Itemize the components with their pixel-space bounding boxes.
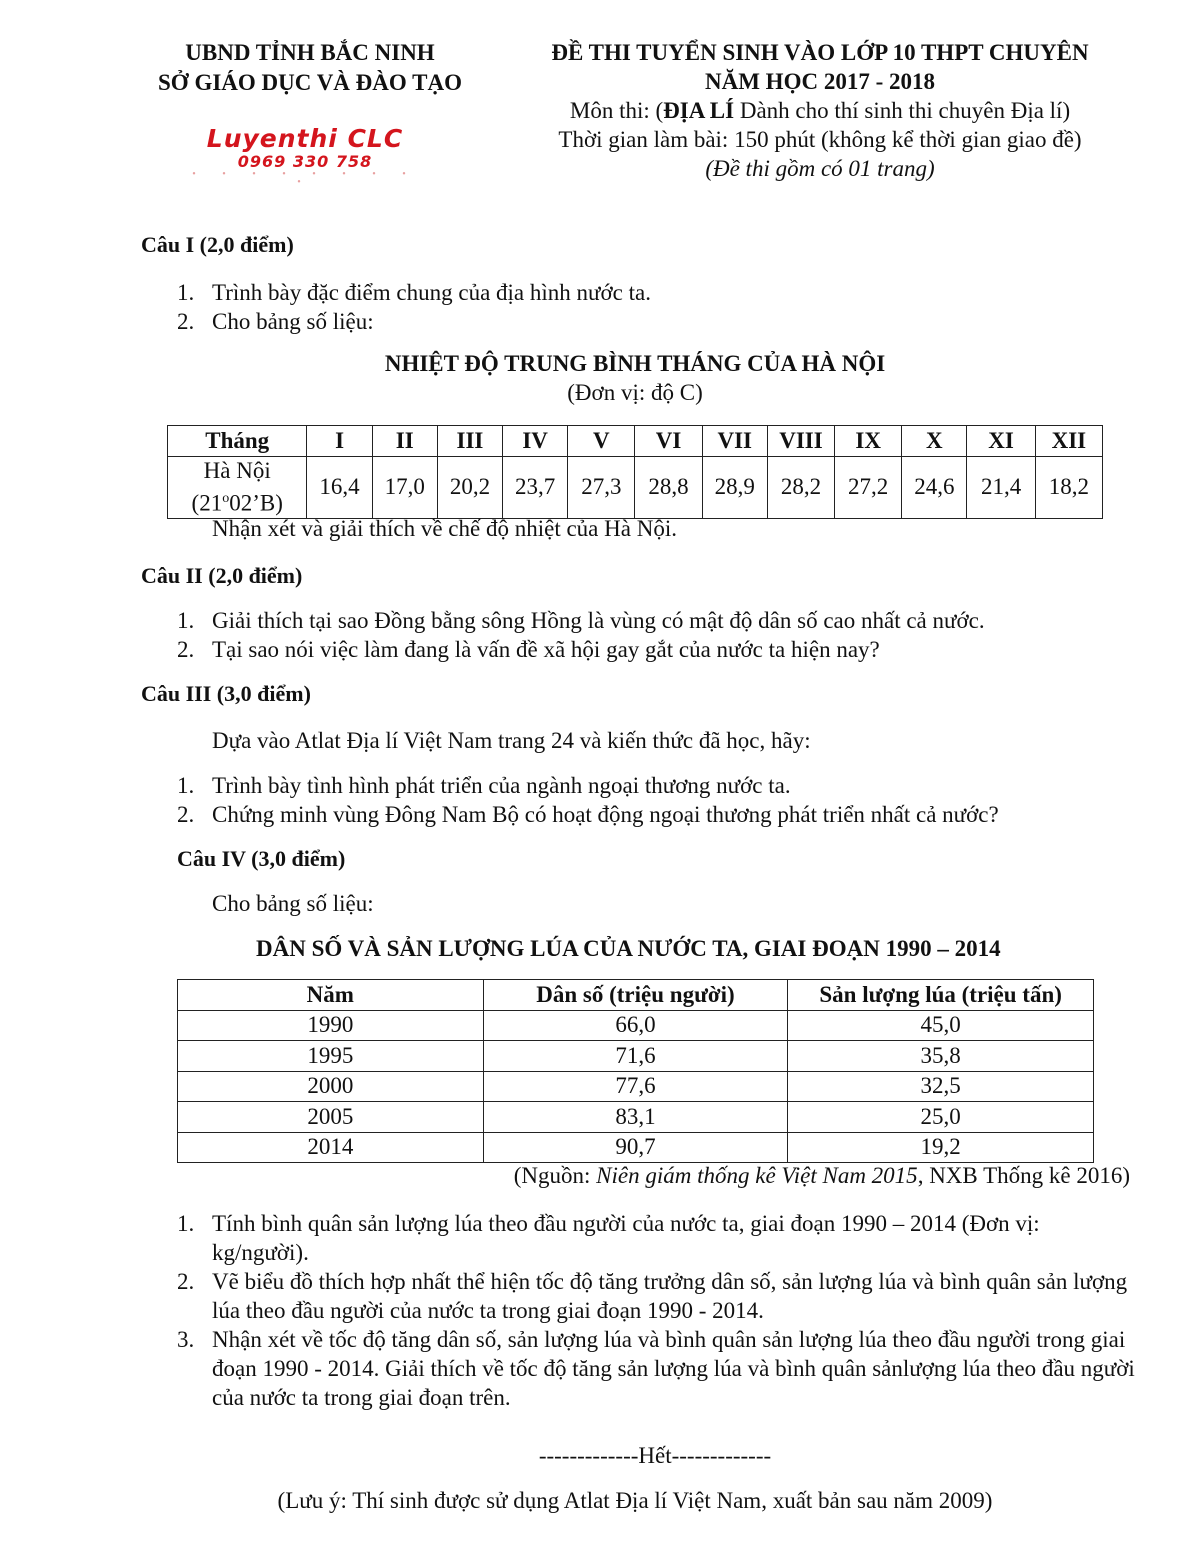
month-cell: XI <box>967 426 1035 457</box>
question-1-task: Nhận xét và giải thích về chế độ nhiệt của Hà Nội. <box>212 516 677 541</box>
value-cell: 28,9 <box>702 457 767 519</box>
table-row <box>178 1102 1094 1133</box>
question-4-item-2 <box>177 1267 1137 1325</box>
table-header-row <box>168 426 1103 457</box>
issuer-line-2: SỞ GIÁO DỤC VÀ ĐÀO TẠO <box>158 70 462 95</box>
item-text: Nhận xét về tốc độ tăng dân số, sản lượng lúa và bình quân sản lượng lúa theo đầu người trong giai đoạn 1990 - 2014. Giải thích về tốc độ tăng sản lượng lúa và bình quân sảnlượng lúa theo đầu người của nước ta trong giai đoạn trên. <box>212 1327 1135 1410</box>
population-cell: 90,7 <box>483 1132 788 1163</box>
item-number: 1. <box>177 773 195 798</box>
month-cell: XII <box>1035 426 1102 457</box>
item-number: 1. <box>177 280 195 305</box>
month-cell: II <box>372 426 437 457</box>
question-4-intro: Cho bảng số liệu: <box>212 891 374 916</box>
item-text: Tại sao nói việc làm đang là vấn đề xã hội gay gắt của nước ta hiện nay? <box>212 637 880 662</box>
rice-cell: 35,8 <box>788 1041 1094 1072</box>
item-number: 2. <box>177 802 195 827</box>
item-number: 2. <box>177 637 195 662</box>
year-cell: 2014 <box>178 1132 484 1163</box>
subject-name: ĐỊA LÍ <box>663 98 735 123</box>
item-number: 2. <box>177 1269 195 1294</box>
year-cell: 2000 <box>178 1071 484 1102</box>
question-3-intro: Dựa vào Atlat Địa lí Việt Nam trang 24 và kiến thức đã học, hãy: <box>212 728 811 753</box>
value-cell: 27,3 <box>568 457 635 519</box>
item-text: Chứng minh vùng Đông Nam Bộ có hoạt động ngoại thương phát triển nhất cả nước? <box>212 802 999 827</box>
header-cell-population: Dân số (triệu người) <box>483 980 788 1011</box>
population-cell: 77,6 <box>483 1071 788 1102</box>
value-cell: 24,6 <box>902 457 967 519</box>
question-4-heading: Câu IV (3,0 điểm) <box>177 846 346 871</box>
item-number: 2. <box>177 309 195 334</box>
exam-title-line-2: NĂM HỌC 2017 - 2018 <box>705 69 935 94</box>
table-row <box>168 457 1103 519</box>
issuer-line-1: UBND TỈNH BẮC NINH <box>185 40 435 65</box>
item-text: Trình bày tình hình phát triển của ngành ngoại thương nước ta. <box>212 773 791 798</box>
year-cell: 1990 <box>178 1010 484 1041</box>
item-text: Cho bảng số liệu: <box>212 309 374 334</box>
month-cell: VIII <box>767 426 834 457</box>
item-number: 1. <box>177 608 195 633</box>
item-text: Giải thích tại sao Đồng bằng sông Hồng là vùng có mật độ dân số cao nhất cả nước. <box>212 608 985 633</box>
question-3-heading: Câu III (3,0 điểm) <box>141 681 311 706</box>
location-latitude: (21$^o$02’B) <box>191 490 283 516</box>
month-cell: IV <box>503 426 568 457</box>
item-number: 1. <box>177 1211 195 1236</box>
exam-pages: (Đề thi gồm có 01 trang) <box>705 156 935 181</box>
logo-name: Luyenthi CLC <box>206 124 404 153</box>
issuer-block <box>120 38 500 98</box>
value-cell: 18,2 <box>1035 457 1102 519</box>
month-cell: X <box>902 426 967 457</box>
location-cell <box>168 457 307 519</box>
item-text: Tính bình quân sản lượng lúa theo đầu người của nước ta, giai đoạn 1990 – 2014 (Đơn vị: kg/người). <box>212 1211 1040 1265</box>
value-cell: 28,8 <box>635 457 702 519</box>
subject-suffix: Dành cho thí sinh thi chuyên Địa lí) <box>734 98 1071 123</box>
value-cell: 17,0 <box>372 457 437 519</box>
rice-cell: 45,0 <box>788 1010 1094 1041</box>
year-cell: 1995 <box>178 1041 484 1072</box>
item-text: Trình bày đặc điểm chung của địa hình nước ta. <box>212 280 651 305</box>
value-cell: 21,4 <box>967 457 1035 519</box>
exam-title-line-1: ĐỀ THI TUYỂN SINH VÀO LỚP 10 THPT CHUYÊN <box>551 40 1089 65</box>
population-cell: 71,6 <box>483 1041 788 1072</box>
exam-subject <box>505 96 1135 125</box>
logo-dots-decoration: • • • • • • • • • <box>192 169 418 188</box>
header-cell-year: Năm <box>178 980 484 1011</box>
subject-prefix: Môn thi: ( <box>569 98 664 123</box>
table-row <box>178 1071 1094 1102</box>
question-1-heading: Câu I (2,0 điểm) <box>141 232 294 257</box>
month-cell: VII <box>702 426 767 457</box>
question-4-item-3 <box>177 1325 1137 1412</box>
population-cell: 66,0 <box>483 1010 788 1041</box>
value-cell: 16,4 <box>307 457 372 519</box>
population-rice-table <box>177 979 1094 1163</box>
month-cell: I <box>307 426 372 457</box>
month-cell: V <box>568 426 635 457</box>
exam-time: Thời gian làm bài: 150 phút (không kể thời gian giao đề) <box>558 127 1082 152</box>
item-number: 3. <box>177 1327 195 1352</box>
end-marker: -------------Hết------------- <box>538 1443 772 1468</box>
table-2-title: DÂN SỐ VÀ SẢN LƯỢNG LÚA CỦA NƯỚC TA, GIAI ĐOẠN 1990 – 2014 <box>256 936 1001 961</box>
header-cell-rice: Sản lượng lúa (triệu tấn) <box>788 980 1094 1011</box>
item-text: Vẽ biểu đồ thích hợp nhất thể hiện tốc độ tăng trưởng dân số, sản lượng lúa và bình quân sản lượng lúa theo đầu người của nước ta trong giai đoạn 1990 - 2014. <box>212 1269 1128 1323</box>
question-4-item-1 <box>177 1209 1137 1267</box>
rice-cell: 32,5 <box>788 1071 1094 1102</box>
temperature-table <box>167 425 1103 519</box>
footer-note: (Lưu ý: Thí sinh được sử dụng Atlat Địa lí Việt Nam, xuất bản sau năm 2009) <box>277 1488 993 1513</box>
logo-phone: 0969 330 758 <box>237 152 373 171</box>
table-row <box>178 1132 1094 1163</box>
month-cell: III <box>437 426 502 457</box>
question-2-heading: Câu II (2,0 điểm) <box>141 563 303 588</box>
table-row <box>178 1041 1094 1072</box>
table-2-source: (Nguồn: Niên giám thống kê Việt Nam 2015, NXB Thống kê 2016) <box>513 1163 1130 1188</box>
value-cell: 28,2 <box>767 457 834 519</box>
month-cell: VI <box>635 426 702 457</box>
table-1-unit: (Đơn vị: độ C) <box>567 380 703 405</box>
header-cell-month: Tháng <box>168 426 307 457</box>
value-cell: 27,2 <box>835 457 902 519</box>
year-cell: 2005 <box>178 1102 484 1133</box>
exam-title-block <box>505 38 1135 183</box>
table-header-row <box>178 980 1094 1011</box>
source-title: Niên giám thống kê Việt Nam 2015 <box>596 1163 918 1188</box>
table-row <box>178 1010 1094 1041</box>
value-cell: 23,7 <box>503 457 568 519</box>
population-cell: 83,1 <box>483 1102 788 1133</box>
table-1-title: NHIỆT ĐỘ TRUNG BÌNH THÁNG CỦA HÀ NỘI <box>384 351 886 376</box>
logo-stamp <box>185 125 425 187</box>
rice-cell: 25,0 <box>788 1102 1094 1133</box>
value-cell: 20,2 <box>437 457 502 519</box>
month-cell: IX <box>835 426 902 457</box>
location-name: Hà Nội <box>203 458 271 483</box>
rice-cell: 19,2 <box>788 1132 1094 1163</box>
